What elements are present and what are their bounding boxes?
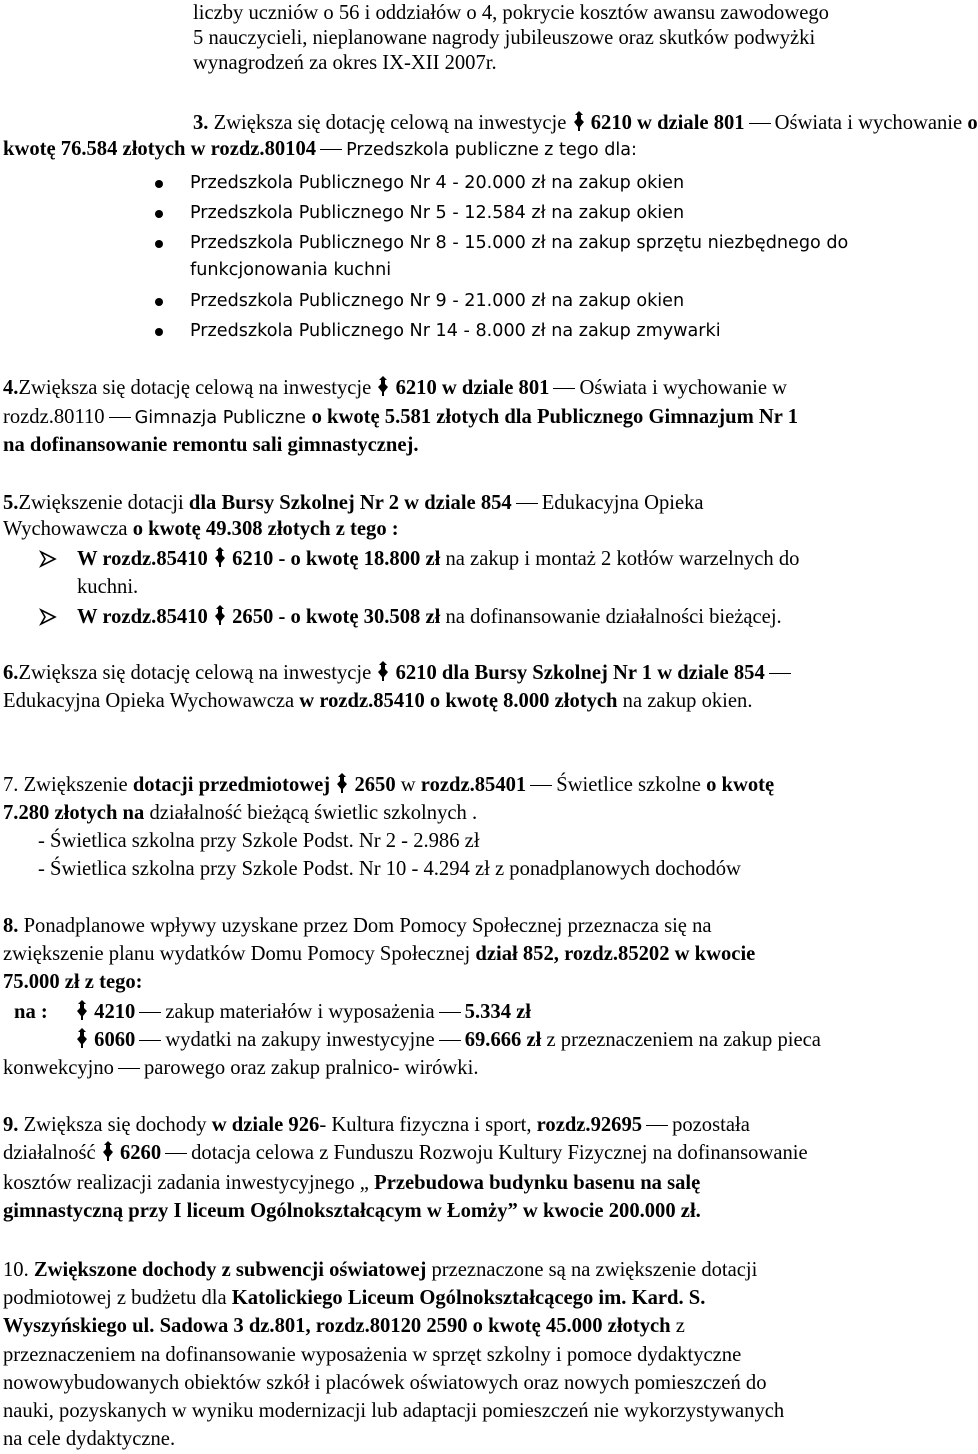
sub-item-1-continuation: kuchni. [77, 576, 139, 598]
dash [769, 673, 791, 674]
bullet-icon [155, 180, 163, 188]
section-5-line-2: Wychowawcza o kwotę 49.308 złotych z tego : [3, 518, 399, 540]
section-10-line-6: nauki, pozyskanych w wyniku modernizacji lub adaptacji pomieszczeń nie wykorzystywanych [3, 1400, 785, 1422]
section-7-line-2: 7.280 złotych na działalność bieżącą świetlic szkolnych . [3, 802, 478, 824]
section-7-line-3: - Świetlica szkolna przy Szkole Podst. Nr 2 - 2.986 zł [38, 830, 480, 852]
section-3-line-1: 3. Zwiększa się dotację celową na inwestycje 6210 w dziale 801 Oświata i wychowanie o [193, 112, 978, 134]
section-8-line-1: 8. Ponadplanowe wpływy uzyskane przez Dom Pomocy Społecznej przeznacza się na [3, 915, 712, 937]
section-sign-icon [101, 1140, 115, 1160]
bullet-icon [155, 298, 163, 306]
section-4-line-1: 4.Zwiększa się dotację celową na inwestycje 6210 w dziale 801 Oświata i wychowanie w [3, 377, 788, 399]
section-8-item-1: 4210 zakup materiałów i wyposażenia 5.334 zł [75, 999, 531, 1025]
section-9-line-1: 9. Zwiększa się dochody w dziale 926- Kultura fizyczna i sport, rozdz.92695 pozostała [3, 1114, 750, 1136]
section-7-line-4: - Świetlica szkolna przy Szkole Podst. Nr 10 - 4.294 zł z ponadplanowych dochodów [38, 858, 741, 880]
section-4-line-3: na dofinansowanie remontu sali gimnastycznej. [3, 434, 419, 456]
bullet-icon [155, 210, 163, 218]
list-item: Przedszkola Publicznego Nr 9 - 21.000 zł na zakup okien [190, 291, 685, 311]
dash [165, 1153, 187, 1154]
section-4-line-2: rozdz.80110 Gimnazja Publiczne o kwotę 5.581 złotych dla Publicznego Gimnazjum Nr 1 [3, 406, 798, 428]
dash [118, 1068, 140, 1069]
section-sign-icon [75, 1027, 89, 1047]
section-6-line-1: 6.Zwiększa się dotację celową na inwestycje 6210 dla Bursy Szkolnej Nr 1 w dziale 854 [3, 660, 795, 686]
intro-line: 5 nauczycieli, nieplanowane nagrody jubileuszowe oraz skutków podwyżki [193, 27, 816, 49]
dash [139, 1040, 161, 1041]
dash [439, 1012, 461, 1013]
section-number: 3. [193, 112, 209, 134]
section-10-line-3: Wyszyńskiego ul. Sadowa 3 dz.801, rozdz.80120 2590 o kwotę 45.000 złotych z [3, 1315, 685, 1337]
section-7-line-1: 7. Zwiększenie dotacji przedmiotowej 2650 w rozdz.85401 Świetlice szkolne o kwotę [3, 774, 775, 796]
list-item: Przedszkola Publicznego Nr 5 - 12.584 zł na zakup okien [190, 203, 685, 223]
section-10-line-4: przeznaczeniem na dofinansowanie wyposażenia w sprzęt szkolny i pomoce dydaktyczne [3, 1344, 742, 1366]
section-sign-icon [335, 772, 349, 792]
dash [646, 1125, 668, 1126]
dash [439, 1040, 461, 1041]
list-item: Przedszkola Publicznego Nr 8 - 15.000 zł na zakup sprzętu niezbędnego do [190, 233, 849, 253]
section-3-line-2: kwotę 76.584 złotych w rozdz.80104 Przedszkola publiczne z tego dla: [3, 138, 637, 160]
arrow-bullet-icon [40, 551, 56, 567]
sub-item-2: W rozdz.85410 2650 - o kwotę 30.508 zł na dofinansowanie działalności bieżącej. [77, 606, 782, 628]
dash [139, 1012, 161, 1013]
section-10-line-2: podmiotowej z budżetu dla Katolickiego Liceum Ogólnokształcącego im. Kard. S. [3, 1287, 706, 1309]
section-8-line-4: na : [14, 1001, 48, 1023]
list-item-continuation: funkcjonowania kuchni [190, 260, 392, 280]
section-5-line-1: 5.Zwiększenie dotacji dla Bursy Szkolnej Nr 2 w dziale 854 Edukacyjna Opieka [3, 492, 704, 514]
section-6-line-2: Edukacyjna Opieka Wychowawcza w rozdz.85410 o kwotę 8.000 złotych na zakup okien. [3, 690, 753, 712]
sub-item-1: W rozdz.85410 6210 - o kwotę 18.800 zł na zakup i montaż 2 kotłów warzelnych do [77, 548, 800, 570]
section-sign-icon [75, 999, 89, 1019]
arrow-bullet-icon [40, 609, 56, 625]
section-9-line-3: kosztów realizacji zadania inwestycyjnego „ Przebudowa budynku basenu na salę [3, 1172, 701, 1194]
section-9-line-4: gimnastyczną przy I liceum Ogólnokształcącym w Łomży” w kwocie 200.000 zł. [3, 1200, 701, 1222]
dash [553, 388, 575, 389]
section-sign-icon [376, 660, 390, 680]
section-8-item-2: 6060 wydatki na zakupy inwestycyjne 69.666 zł z przeznaczeniem na zakup pieca [75, 1027, 821, 1053]
section-8-line-5: konwekcyjno parowego oraz zakup pralnico- wirówki. [3, 1057, 479, 1079]
section-10-line-7: na cele dydaktyczne. [3, 1428, 176, 1450]
section-10-line-5: nowowybudowanych obiektów szkół i placówek oświatowych oraz nowych pomieszczeń do [3, 1372, 767, 1394]
section-8-line-3: 75.000 zł z tego: [3, 971, 143, 993]
section-sign-icon [213, 546, 227, 566]
dash [530, 785, 552, 786]
dash [516, 503, 538, 504]
dash [109, 417, 131, 418]
intro-line: liczby uczniów o 56 i oddziałów o 4, pokrycie kosztów awansu zawodowego [193, 2, 829, 24]
section-9-line-2: działalność 6260 dotacja celowa z Funduszu Rozwoju Kultury Fizycznej na dofinansowanie [3, 1142, 808, 1164]
dash [320, 149, 342, 150]
list-item: Przedszkola Publicznego Nr 4 - 20.000 zł na zakup okien [190, 173, 685, 193]
list-item: Przedszkola Publicznego Nr 14 - 8.000 zł na zakup zmywarki [190, 321, 721, 341]
section-sign-icon [376, 375, 390, 395]
bullet-icon [155, 240, 163, 248]
bullet-icon [155, 328, 163, 336]
section-sign-icon [213, 604, 227, 624]
dash [749, 123, 771, 124]
section-8-line-2: zwiększenie planu wydatków Domu Pomocy Społecznej dział 852, rozdz.85202 w kwocie [3, 943, 756, 965]
intro-line: wynagrodzeń za okres IX-XII 2007r. [193, 52, 497, 74]
section-10-line-1: 10. Zwiększone dochody z subwencji oświatowej przeznaczone są na zwiększenie dotacji [3, 1259, 758, 1281]
section-sign-icon [572, 110, 586, 130]
